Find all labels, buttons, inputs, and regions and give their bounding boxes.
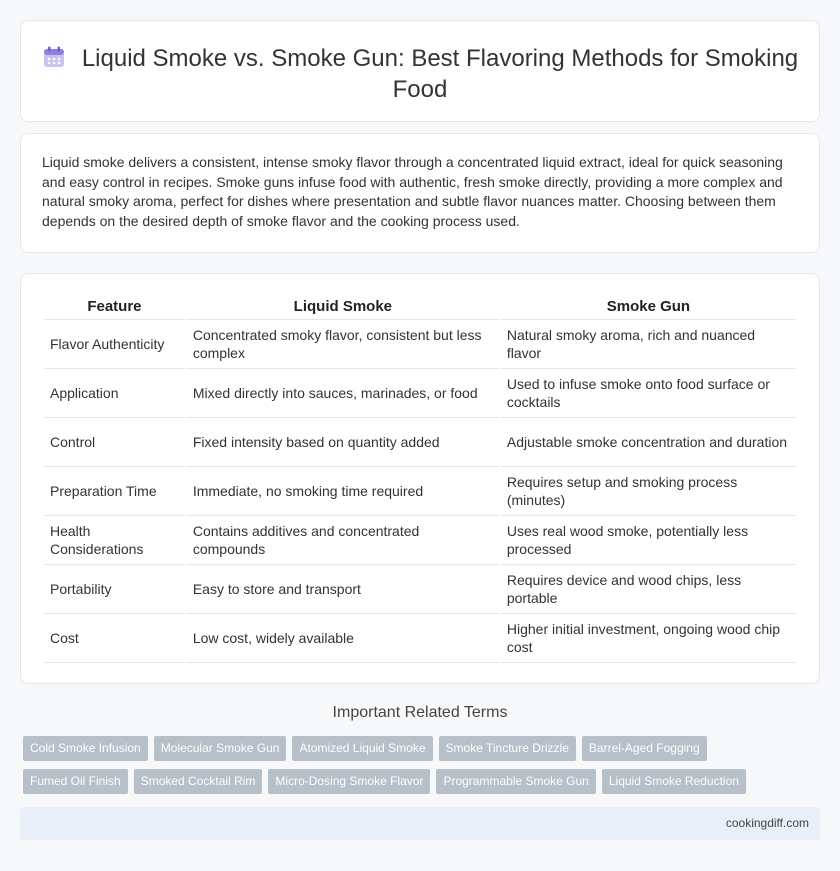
- related-terms-title: Important Related Terms: [332, 704, 508, 721]
- footer: [20, 807, 820, 840]
- comparison-table: [42, 294, 798, 663]
- table-cell: Flavor Authenticity: [44, 320, 185, 369]
- page-title: Liquid Smoke vs. Smoke Gun: Best Flavoring Methods for Smoking Food: [81, 45, 799, 103]
- related-term-tag[interactable]: Atomized Liquid Smoke: [292, 736, 432, 761]
- intro-card: [20, 133, 820, 253]
- column-header: Feature: [44, 294, 185, 320]
- table-row: [44, 516, 796, 565]
- table-cell: Requires device and wood chips, less portable: [501, 565, 796, 614]
- table-cell: Easy to store and transport: [187, 565, 499, 614]
- footer-site-link[interactable]: cookingdiff.com: [725, 816, 809, 830]
- tag-row: [23, 769, 813, 794]
- header-card: [20, 20, 820, 122]
- comparison-card: [20, 273, 820, 684]
- table-cell: Higher initial investment, ongoing wood chip cost: [501, 614, 796, 663]
- table-row: [44, 418, 796, 467]
- table-cell: Adjustable smoke concentration and duration: [501, 418, 796, 467]
- table-cell: Used to infuse smoke onto food surface or cocktails: [501, 369, 796, 418]
- related-term-tag[interactable]: Smoked Cocktail Rim: [134, 769, 263, 794]
- table-row: [44, 467, 796, 516]
- related-term-tag[interactable]: Liquid Smoke Reduction: [602, 769, 746, 794]
- table-row: [44, 369, 796, 418]
- related-term-tag[interactable]: Fumed Oil Finish: [23, 769, 128, 794]
- calendar-icon: [42, 45, 66, 69]
- table-cell: Cost: [44, 614, 185, 663]
- column-header: Smoke Gun: [501, 294, 796, 320]
- table-cell: Contains additives and concentrated compounds: [187, 516, 499, 565]
- table-cell: Preparation Time: [44, 467, 185, 516]
- table-cell: Application: [44, 369, 185, 418]
- table-cell: Control: [44, 418, 185, 467]
- intro-text: Liquid smoke delivers a consistent, intense smoky flavor through a concentrated liquid extract, ideal for quick seasoning and easy control in recipes. Smoke guns infuse food with authentic, fresh smoke directly, providing a more complex and natural smoky aroma, perfect for dishes where presentation and subtle flavor nuances matter. Choosing between them depends on the desired depth of smoke flavor and the cooking process used.: [42, 154, 783, 229]
- related-terms: [23, 736, 813, 802]
- table-cell: Immediate, no smoking time required: [187, 467, 499, 516]
- table-row: [44, 565, 796, 614]
- table-cell: Low cost, widely available: [187, 614, 499, 663]
- related-term-tag[interactable]: Smoke Tincture Drizzle: [439, 736, 576, 761]
- related-term-tag[interactable]: Molecular Smoke Gun: [154, 736, 287, 761]
- table-cell: Concentrated smoky flavor, consistent but less complex: [187, 320, 499, 369]
- tag-row: [23, 736, 813, 761]
- page-title-wrap: [21, 43, 819, 105]
- table-header-row: [44, 294, 796, 320]
- table-cell: Portability: [44, 565, 185, 614]
- related-term-tag[interactable]: Barrel-Aged Fogging: [582, 736, 707, 761]
- table-cell: Fixed intensity based on quantity added: [187, 418, 499, 467]
- column-header: Liquid Smoke: [187, 294, 499, 320]
- table-cell: Natural smoky aroma, rich and nuanced flavor: [501, 320, 796, 369]
- table-cell: Mixed directly into sauces, marinades, or food: [187, 369, 499, 418]
- related-term-tag[interactable]: Cold Smoke Infusion: [23, 736, 148, 761]
- table-row: [44, 614, 796, 663]
- table-row: [44, 320, 796, 369]
- table-cell: Health Considerations: [44, 516, 185, 565]
- table-cell: Requires setup and smoking process (minutes): [501, 467, 796, 516]
- table-cell: Uses real wood smoke, potentially less processed: [501, 516, 796, 565]
- related-term-tag[interactable]: Programmable Smoke Gun: [436, 769, 595, 794]
- related-term-tag[interactable]: Micro-Dosing Smoke Flavor: [268, 769, 430, 794]
